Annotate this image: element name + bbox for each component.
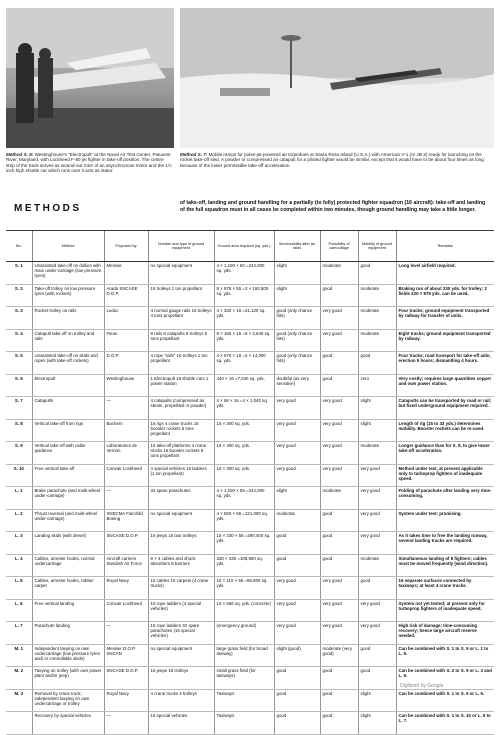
- cell-rem: Braking run of about 330 yds. for trolley; 2 fields 220 × 875 yds. can be used.: [396, 284, 494, 307]
- cell-rem: High risk of damage; time-consuming recovery; hence large aircraft reserve needed.: [396, 622, 494, 645]
- cell-area: 16 × 300 sq. yds.: [214, 442, 274, 465]
- cell-serv: good: [274, 667, 320, 690]
- cell-serv: good: [274, 554, 320, 577]
- cell-mob: moderate: [358, 307, 396, 330]
- cell-equip: 16 jeeps 16 taxi trolleys: [148, 532, 214, 555]
- cell-area: 16 × 330 × 55 =290,400 sq. yds.: [214, 532, 274, 555]
- cell-method: Independent taxying on own undercarriage (low pressure tyres and/ or controllable skids): [32, 644, 104, 667]
- table-row: [6, 577, 494, 600]
- cell-camo: good: [320, 284, 358, 307]
- methods-table: [6, 230, 494, 735]
- cell-camo: good: [320, 667, 358, 690]
- cell-method: Unassisted take-off on dollies with main under-carriage (low pressure tyres): [32, 262, 104, 285]
- cell-camo: moderate: [320, 487, 358, 510]
- table-row: [6, 532, 494, 555]
- cell-by: Bachem: [104, 419, 148, 442]
- cell-no: L. 3: [6, 532, 32, 555]
- table-row: [6, 712, 494, 735]
- column-header: Possibility of camouflage: [320, 231, 358, 262]
- cell-method: Cables, arrester hooks, normal undercarriage: [32, 554, 104, 577]
- cell-no: L. 6: [6, 599, 32, 622]
- cell-method: Catapults: [32, 397, 104, 420]
- cell-camo: very good: [320, 599, 358, 622]
- cell-equip: 16 rigs 4 crane trucks 16 booster rockets 5 tons propellant: [148, 419, 214, 442]
- cell-area: 4 × 330 × 16 =21,120 sq. yds.: [214, 307, 274, 330]
- cell-equip: 16 take-off platforms 4 crane trucks 16 booster rockets 5 tons propellant: [148, 442, 214, 465]
- cell-serv: very good: [274, 622, 320, 645]
- cell-camo: good: [320, 374, 358, 397]
- cell-rem: Longer guidance than for S. 8, to give lower take-off acceleration.: [396, 442, 494, 465]
- table-row: [6, 284, 494, 307]
- photo-electropult: [6, 8, 174, 148]
- cell-method: Parachute landing: [32, 622, 104, 645]
- cell-method: Taxying on trolley (with own power plant and/or jeep): [32, 667, 104, 690]
- cell-no: M. 3: [6, 689, 32, 712]
- cell-method: Cables, arrester hooks, rubber carpet: [32, 577, 104, 600]
- cell-rem: Folding of parachute after landing very time-consuming.: [396, 487, 494, 510]
- cell-rem: System under test; promising.: [396, 509, 494, 532]
- cell-serv: slight: [274, 284, 320, 307]
- cell-by: SNECMA Fairchild Boeing: [104, 509, 148, 532]
- cell-camo: good: [320, 712, 358, 735]
- cell-by: Fieux: [104, 329, 148, 352]
- table-row: [6, 554, 494, 577]
- cell-method: Thrust reversal (and multi-wheel under-carriage): [32, 509, 104, 532]
- cell-mob: very good: [358, 464, 396, 487]
- cell-serv: good (only chance hits): [274, 307, 320, 330]
- cell-method: Removal by crane truck; independent taxying on own undercarriage or trolley: [32, 689, 104, 712]
- cell-rem: As it takes time to free the landing runway, several landing tracks are required.: [396, 532, 494, 555]
- cell-equip: 4 catapults (compressed air, steam, propellant or powder): [148, 397, 214, 420]
- cell-camo: very good: [320, 577, 358, 600]
- cell-camo: very good: [320, 397, 358, 420]
- cell-rem: Four tracks; road transport for take-off aids; erection 5 hours; dismantling 4 hours.: [396, 352, 494, 375]
- cell-equip: 16 rope ladders 32 spare parachutes (16 special vehicles): [148, 622, 214, 645]
- cell-camo: very good: [320, 442, 358, 465]
- cell-by: Arado SNCASE D.O.P.: [104, 284, 148, 307]
- cell-serv: good: [274, 532, 320, 555]
- cell-mob: good: [358, 644, 396, 667]
- cell-by: SNCASE D.O.P.: [104, 532, 148, 555]
- cell-equip: 4 normal gauge rails 16 trolleys 4 tons propellant: [148, 307, 214, 330]
- cell-rem: 16 separate surfaces connected by taxiways; at least 4 crane trucks.: [396, 577, 494, 600]
- cell-mob: moderate: [358, 554, 396, 577]
- cell-method: Brake parachute (and multi-wheel under-carriage): [32, 487, 104, 510]
- cell-by: Convair Lockheed: [104, 464, 148, 487]
- cell-no: S. 8: [6, 419, 32, 442]
- table-row: [6, 622, 494, 645]
- cell-area: 330 × 330 =108,900 sq. yds.: [214, 554, 274, 577]
- cell-camo: very good: [320, 307, 358, 330]
- cell-area: 4 × 66 × 16 =4 × 1,040 sq. yds.: [214, 397, 274, 420]
- table-row: [6, 689, 494, 712]
- cell-serv: very good: [274, 442, 320, 465]
- section-heading: METHODS: [14, 203, 82, 214]
- cell-equip: 16 cables 16 carpets (4 crane trucks): [148, 577, 214, 600]
- cell-equip: 32 spare parachutes: [148, 487, 214, 510]
- cell-area: 4 × 1,100 × 50 =242,000 sq. yds.: [214, 262, 274, 285]
- cell-by: —: [104, 712, 148, 735]
- cell-no: S. 5: [6, 352, 32, 375]
- table-row: [6, 262, 494, 285]
- cell-camo: good: [320, 532, 358, 555]
- cell-mob: slight: [358, 712, 396, 735]
- cell-serv: slight (good): [274, 644, 320, 667]
- cell-no: S. 6: [6, 374, 32, 397]
- cell-area: 16 × 110 × 55 =96,800 sq. yds.: [214, 577, 274, 600]
- cell-mob: moderate: [358, 329, 396, 352]
- cell-no: L. 4: [6, 554, 32, 577]
- cell-serv: good (only chance hits): [274, 352, 320, 375]
- cell-no: M. 1: [6, 644, 32, 667]
- table-row: [6, 464, 494, 487]
- cell-by: D.O.P.: [104, 352, 148, 375]
- table-row: [6, 352, 494, 375]
- cell-camo: very good: [320, 419, 358, 442]
- cell-rem: Simultaneous landing of 8 fighters; cables must be moved frequently (wind direction).: [396, 554, 494, 577]
- cell-serv: good (only chance hits): [274, 329, 320, 352]
- cell-area: Taxiways: [214, 689, 274, 712]
- cell-by: Aircraft carriers Swedish Air Force: [104, 554, 148, 577]
- cell-camo: very good: [320, 622, 358, 645]
- cell-area: Taxiways: [214, 712, 274, 735]
- cell-mob: very good: [358, 622, 396, 645]
- cell-area: 4 × 1,100 × 55 =242,000 sq. yds.: [214, 487, 274, 510]
- cell-no: S. 3: [6, 307, 32, 330]
- cell-no: L. 5: [6, 577, 32, 600]
- cell-area: 440 × 16 =7,040 sq. yds.: [214, 374, 274, 397]
- cell-rem: System not yet tested; at present only for turboprop fighters of inadequate speed.: [396, 599, 494, 622]
- cell-serv: doubtful (as very sensitive): [274, 374, 320, 397]
- cell-camo: good: [320, 554, 358, 577]
- column-header: Ground area required (sq. yds.): [214, 231, 274, 262]
- cell-method: Free vertical landing: [32, 599, 104, 622]
- cell-no: S. 7: [6, 397, 32, 420]
- cell-serv: very good: [274, 577, 320, 600]
- cell-mob: good: [358, 577, 396, 600]
- cell-no: S. 1: [6, 262, 32, 285]
- cell-by: Royal Navy: [104, 689, 148, 712]
- cell-method: Free vertical take-off: [32, 464, 104, 487]
- cell-no: S. 2: [6, 284, 32, 307]
- cell-method: Recovery by special vehicles: [32, 712, 104, 735]
- column-header: Serviceability after air raids: [274, 231, 320, 262]
- cell-equip: 16 rope ladders (4 special vehicles): [148, 599, 214, 622]
- table-row: [6, 329, 494, 352]
- cell-mob: very good: [358, 599, 396, 622]
- column-header: Method: [32, 231, 104, 262]
- cell-rem: Eight tracks; ground equipment transported by railway.: [396, 329, 494, 352]
- column-header: No.: [6, 231, 32, 262]
- column-header: Mobility of ground equipment: [358, 231, 396, 262]
- photo-mobile-ramps: [180, 8, 494, 148]
- cell-by: Royal Navy: [104, 577, 148, 600]
- cell-rem: Can be combined with S. 1 to S. 9 or L. 5.: [396, 689, 494, 712]
- cell-serv: very good: [274, 419, 320, 442]
- caption-method-s7: Method S. 7: Mobile ramps for pulse-jet-powered air torpedoes at Santa Rosa Island (U.S.A.) with American V-1 (or JB-2) ready for launching on the rocket take-off sled. A powder or compressed air catapult for a piloted fighter would be similar, except that it would have to be about four times as long because of the lower permissible take-off acceleration.: [180, 152, 484, 168]
- cell-by: Leduc: [104, 307, 148, 330]
- cell-serv: very good: [274, 464, 320, 487]
- cell-equip: 4 rope "rails" 16 trolleys 1 ton propellant: [148, 352, 214, 375]
- cell-mob: slight: [358, 689, 396, 712]
- cell-no: S. 10: [6, 464, 32, 487]
- table-row: [6, 509, 494, 532]
- cell-serv: good: [274, 712, 320, 735]
- table-row: [6, 307, 494, 330]
- cell-mob: good: [358, 352, 396, 375]
- cell-method: Vertical take-off from rigs: [32, 419, 104, 442]
- cell-mob: slight: [358, 397, 396, 420]
- cell-no: S. 9: [6, 442, 32, 465]
- cell-mob: very good: [358, 509, 396, 532]
- column-header: Remarks: [396, 231, 494, 262]
- cell-camo: moderate: [320, 262, 358, 285]
- cell-by: Laboratoires de Vernon: [104, 442, 148, 465]
- table-row: [6, 442, 494, 465]
- intro-text: of take-off, landing and ground handling for a partially (to fully) protected fighter squadron (16 aircraft): take-off and landing of the full squadron must in all cases be completed within two minutes, though ground handling may take a little longer.: [180, 200, 486, 213]
- cell-rem: Catapults can be transported by road or rail; but fixed underground equipment required.: [396, 397, 494, 420]
- cell-area: 8 × 165 × 16 =8 × 2,640 sq. yds.: [214, 329, 274, 352]
- column-header: Number and type of ground equipment: [148, 231, 214, 262]
- cell-equip: 16 special vehicles: [148, 712, 214, 735]
- cell-rem: Method under test, at present applicable only to turboprop fighters of inadequate speed.: [396, 464, 494, 487]
- cell-mob: zero: [358, 374, 396, 397]
- cell-method: Vertical take-off with cable guidance: [32, 442, 104, 465]
- cell-serv: slight: [274, 262, 320, 285]
- cell-equip: no special equipment: [148, 644, 214, 667]
- cell-by: Messier D.O.P. SNCAN: [104, 644, 148, 667]
- cell-area: small grass field (for taxiways): [214, 667, 274, 690]
- cell-serv: slight: [274, 487, 320, 510]
- cell-mob: very good: [358, 487, 396, 510]
- cell-rem: Can be combined with S. 2 to S. 9 or L. 3 and L. 5.: [396, 667, 494, 690]
- cell-equip: 16 trolleys 1 ton propellant: [148, 284, 214, 307]
- column-header: Proposed by: [104, 231, 148, 262]
- cell-method: Rocket trolley on rails: [32, 307, 104, 330]
- cell-rem: Can be combined with S. 1 to S. 9 or L. 1 to L. 5.: [396, 644, 494, 667]
- table-row: [6, 599, 494, 622]
- cell-area: large grass field (for broad taxiway): [214, 644, 274, 667]
- table-row: [6, 374, 494, 397]
- cell-equip: 1 Electropult 16 shuttle cars 1 power station: [148, 374, 214, 397]
- cell-serv: moderate: [274, 509, 320, 532]
- cell-camo: very good: [320, 329, 358, 352]
- cell-rem: Four tracks; ground equipment transported by railway for transfer of units.: [396, 307, 494, 330]
- cell-method: Unassisted take-off on skids and ropes (with take-off rockets): [32, 352, 104, 375]
- cell-no: S. 4: [6, 329, 32, 352]
- cell-no: L. 7: [6, 622, 32, 645]
- cell-method: Take-off trolley on low pressure tyres (with rockets): [32, 284, 104, 307]
- cell-mob: good: [358, 667, 396, 690]
- caption-method-s6: Method S. 6: Westinghouse's "Electropult" at the Naval Air Test Center, Patuxent River, Maryland, with Lockheed F-80 jet fighter in take-off position. The centre strip of the track serves as wound-out rotor of an asynchronous motor and the 1½ inch high shuttle car which runs over it acts as stator.: [6, 152, 172, 174]
- cell-mob: very good: [358, 532, 396, 555]
- cell-area: 16 × 300 sq. yds.: [214, 419, 274, 442]
- table-row: [6, 487, 494, 510]
- cell-no: M. 2: [6, 667, 32, 690]
- cell-equip: 4 crane trucks 4 trolleys: [148, 689, 214, 712]
- cell-camo: good: [320, 352, 358, 375]
- cell-mob: good: [358, 262, 396, 285]
- cell-no: L. 2: [6, 509, 32, 532]
- cell-area: (emergency ground): [214, 622, 274, 645]
- cell-area: 8 × 875 × 55 =3 × 192,500 sq. yds.: [214, 284, 274, 307]
- cell-camo: very good: [320, 464, 358, 487]
- cell-area: 16 × 666 sq. yds. (concrete): [214, 599, 274, 622]
- cell-rem: Can be combined with S. 1 to S. 10 or L. 5 to L. 7.: [396, 712, 494, 735]
- cell-mob: moderate: [358, 284, 396, 307]
- cell-equip: no special equipment: [148, 262, 214, 285]
- cell-method: Landing skids (with diesel): [32, 532, 104, 555]
- cell-rem: Long level airfield required.: [396, 262, 494, 285]
- cell-rem: Very costly; requires large quantities copper and own power station.: [396, 374, 494, 397]
- table-header-row: [6, 231, 494, 262]
- cell-method: Catapult take-off on trolley and rails: [32, 329, 104, 352]
- cell-area: 4 × 875 × 16 =4 × 14,000 sq. yds.: [214, 352, 274, 375]
- cell-rem: Length of rig (15 to 33 yds.) determines mobility. Booster rockets can be re-used.: [396, 419, 494, 442]
- cell-method: Electropult: [32, 374, 104, 397]
- cell-by: Convair Lockheed: [104, 599, 148, 622]
- cell-by: Westinghouse: [104, 374, 148, 397]
- cell-serv: good: [274, 689, 320, 712]
- cell-equip: no special equipment: [148, 509, 214, 532]
- cell-area: 16 × 300 sq. yds.: [214, 464, 274, 487]
- cell-equip: 8 × 4 cables and shock absorbers 8 barriers: [148, 554, 214, 577]
- cell-by: —: [104, 487, 148, 510]
- cell-camo: good: [320, 689, 358, 712]
- cell-mob: moderate: [358, 442, 396, 465]
- table-row: [6, 419, 494, 442]
- cell-by: Messier: [104, 262, 148, 285]
- cell-equip: 4 special vehicles 16 ladders (1 ton propellant): [148, 464, 214, 487]
- table-row: [6, 397, 494, 420]
- cell-serv: very good: [274, 599, 320, 622]
- cell-by: SNCASE D.O.P.: [104, 667, 148, 690]
- cell-by: —: [104, 622, 148, 645]
- watermark: Digitized by Google: [400, 683, 444, 689]
- cell-equip: 16 jeeps 16 trolleys: [148, 667, 214, 690]
- cell-camo: good: [320, 509, 358, 532]
- cell-area: 4 × 550 × 55 =121,000 sq. yds.: [214, 509, 274, 532]
- cell-serv: very good: [274, 397, 320, 420]
- cell-mob: slight: [358, 419, 396, 442]
- cell-by: —: [104, 397, 148, 420]
- table-row: [6, 644, 494, 667]
- cell-equip: 8 rails 8 catapults 8 trolleys 5 tons propellant: [148, 329, 214, 352]
- cell-no: [6, 712, 32, 735]
- cell-camo: moderate (very good): [320, 644, 358, 667]
- cell-no: L. 1: [6, 487, 32, 510]
